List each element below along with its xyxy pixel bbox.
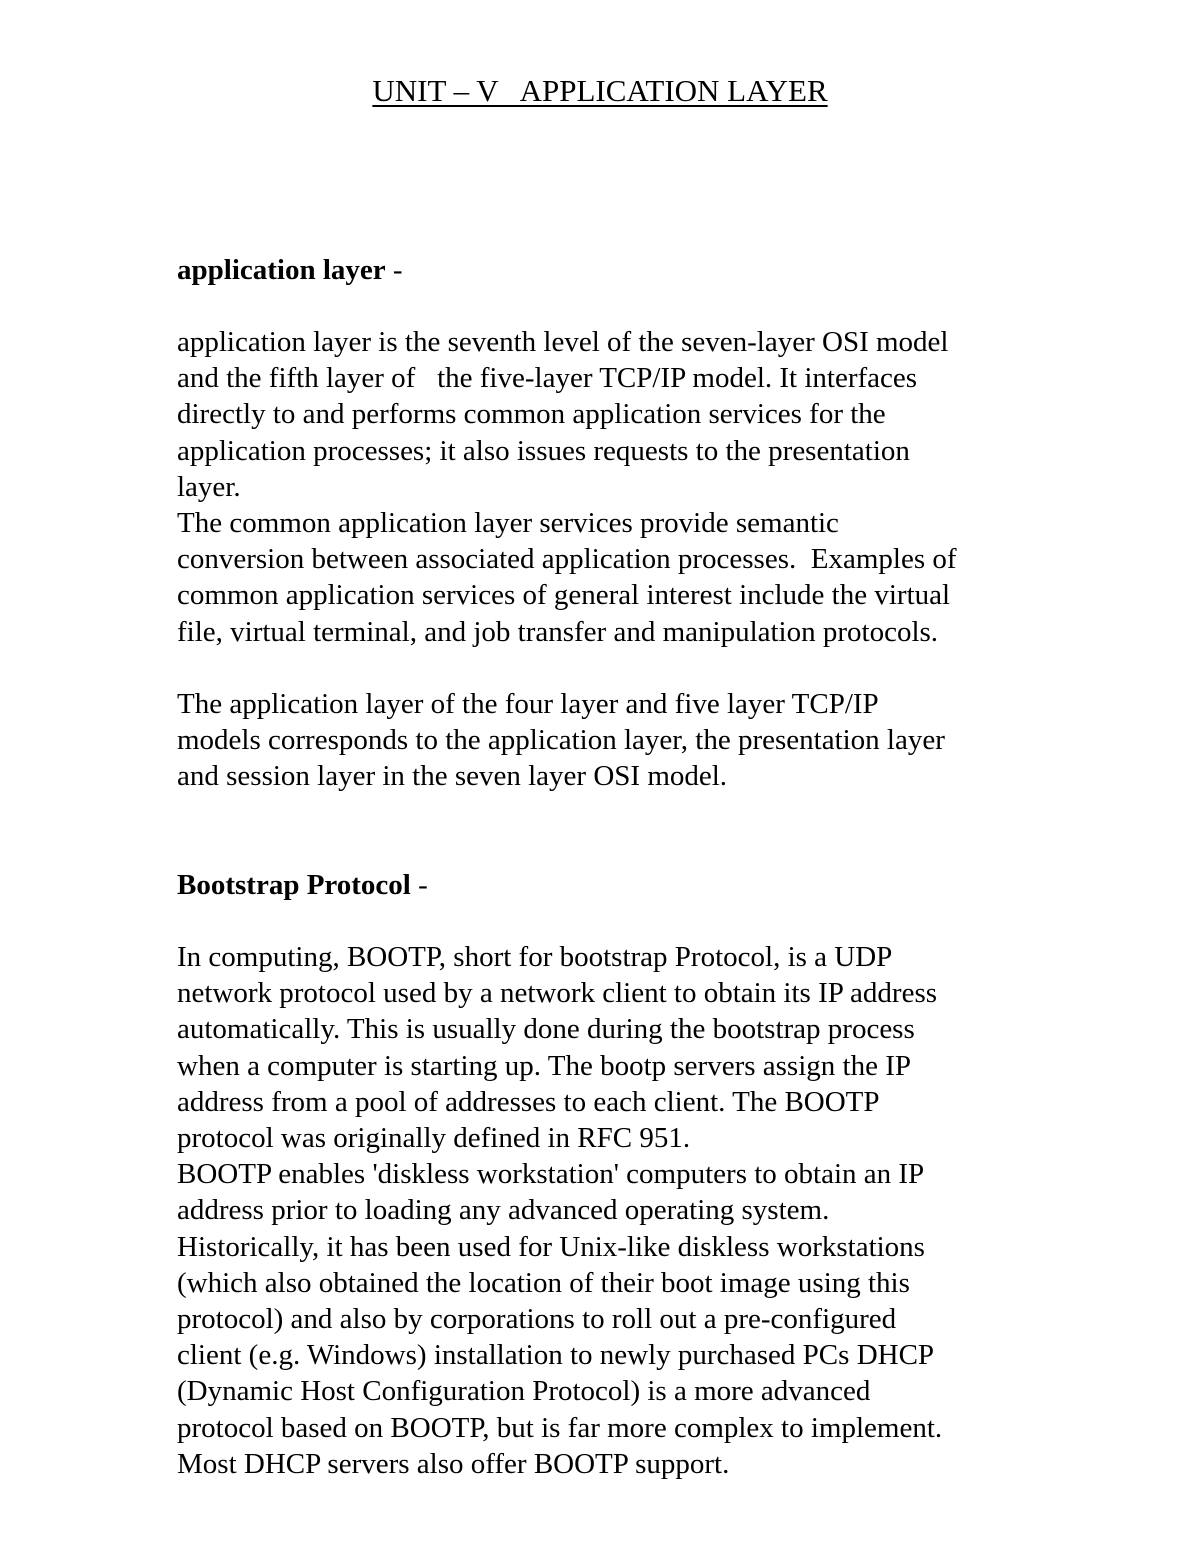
text-line: BOOTP enables 'diskless workstation' computers to obtain an IP <box>177 1158 925 1191</box>
text-line: and session layer in the seven layer OSI model. <box>177 760 728 793</box>
text-line: address prior to loading any advanced operating system. <box>177 1194 830 1227</box>
text-line: (which also obtained the location of their boot image using this <box>177 1266 910 1299</box>
section-heading-suffix: - <box>410 869 428 901</box>
section-heading-bootstrap-protocol <box>177 867 1057 903</box>
text-line: The application layer of the four layer and five layer TCP/IP <box>177 688 879 720</box>
section-heading-application-layer <box>177 252 1057 288</box>
text-line: layer. <box>177 470 241 503</box>
text-line: file, virtual terminal, and job transfer and manipulation protocols. <box>177 615 939 648</box>
text-line: when a computer is starting up. The bootp servers assign the IP <box>177 1049 911 1082</box>
text-line: application processes; it also issues requests to the presentation <box>177 434 910 467</box>
text-line: common application services of general interest include the virtual <box>177 579 951 612</box>
text-line: and the fifth layer of the five-layer TCP/IP model. It interfaces <box>177 362 918 395</box>
section-heading-text: Bootstrap Protocol <box>177 869 411 901</box>
text-line: client (e.g. Windows) installation to newly purchased PCs DHCP <box>177 1339 935 1372</box>
text-line: protocol was originally defined in RFC 951. <box>177 1122 691 1155</box>
text-line: directly to and performs common application services for the <box>177 398 886 431</box>
text-line: protocol) and also by corporations to roll out a pre-configured <box>177 1303 897 1336</box>
text-line: automatically. This is usually done during the bootstrap process <box>177 1013 915 1046</box>
paragraph-application-layer-intro <box>177 324 1057 650</box>
text-line: (Dynamic Host Configuration Protocol) is a more advanced <box>177 1375 871 1408</box>
text-line: protocol based on BOOTP, but is far more complex to implement. <box>177 1411 943 1444</box>
text-line: Historically, it has been used for Unix-like diskless workstations <box>177 1230 925 1263</box>
paragraph-bootp <box>177 939 1057 1482</box>
text-line: network protocol used by a network client to obtain its IP address <box>177 977 938 1010</box>
text-line: application layer is the seventh level of the seven-layer OSI model <box>177 326 949 358</box>
text-line: Most DHCP servers also offer BOOTP support. <box>177 1447 730 1480</box>
paragraph-tcpip-mapping <box>177 686 1057 795</box>
text-line: In computing, BOOTP, short for bootstrap Protocol, is a UDP <box>177 941 893 973</box>
text-line: The common application layer services provide semantic <box>177 507 839 540</box>
page-title: UNIT – V APPLICATION LAYER <box>372 73 828 108</box>
section-heading-text: application layer <box>177 254 386 286</box>
text-line: conversion between associated application processes. Examples of <box>177 543 957 576</box>
section-heading-suffix: - <box>385 254 403 286</box>
text-line: models corresponds to the application layer, the presentation layer <box>177 724 945 757</box>
text-line: address from a pool of addresses to each client. The BOOTP <box>177 1085 880 1118</box>
